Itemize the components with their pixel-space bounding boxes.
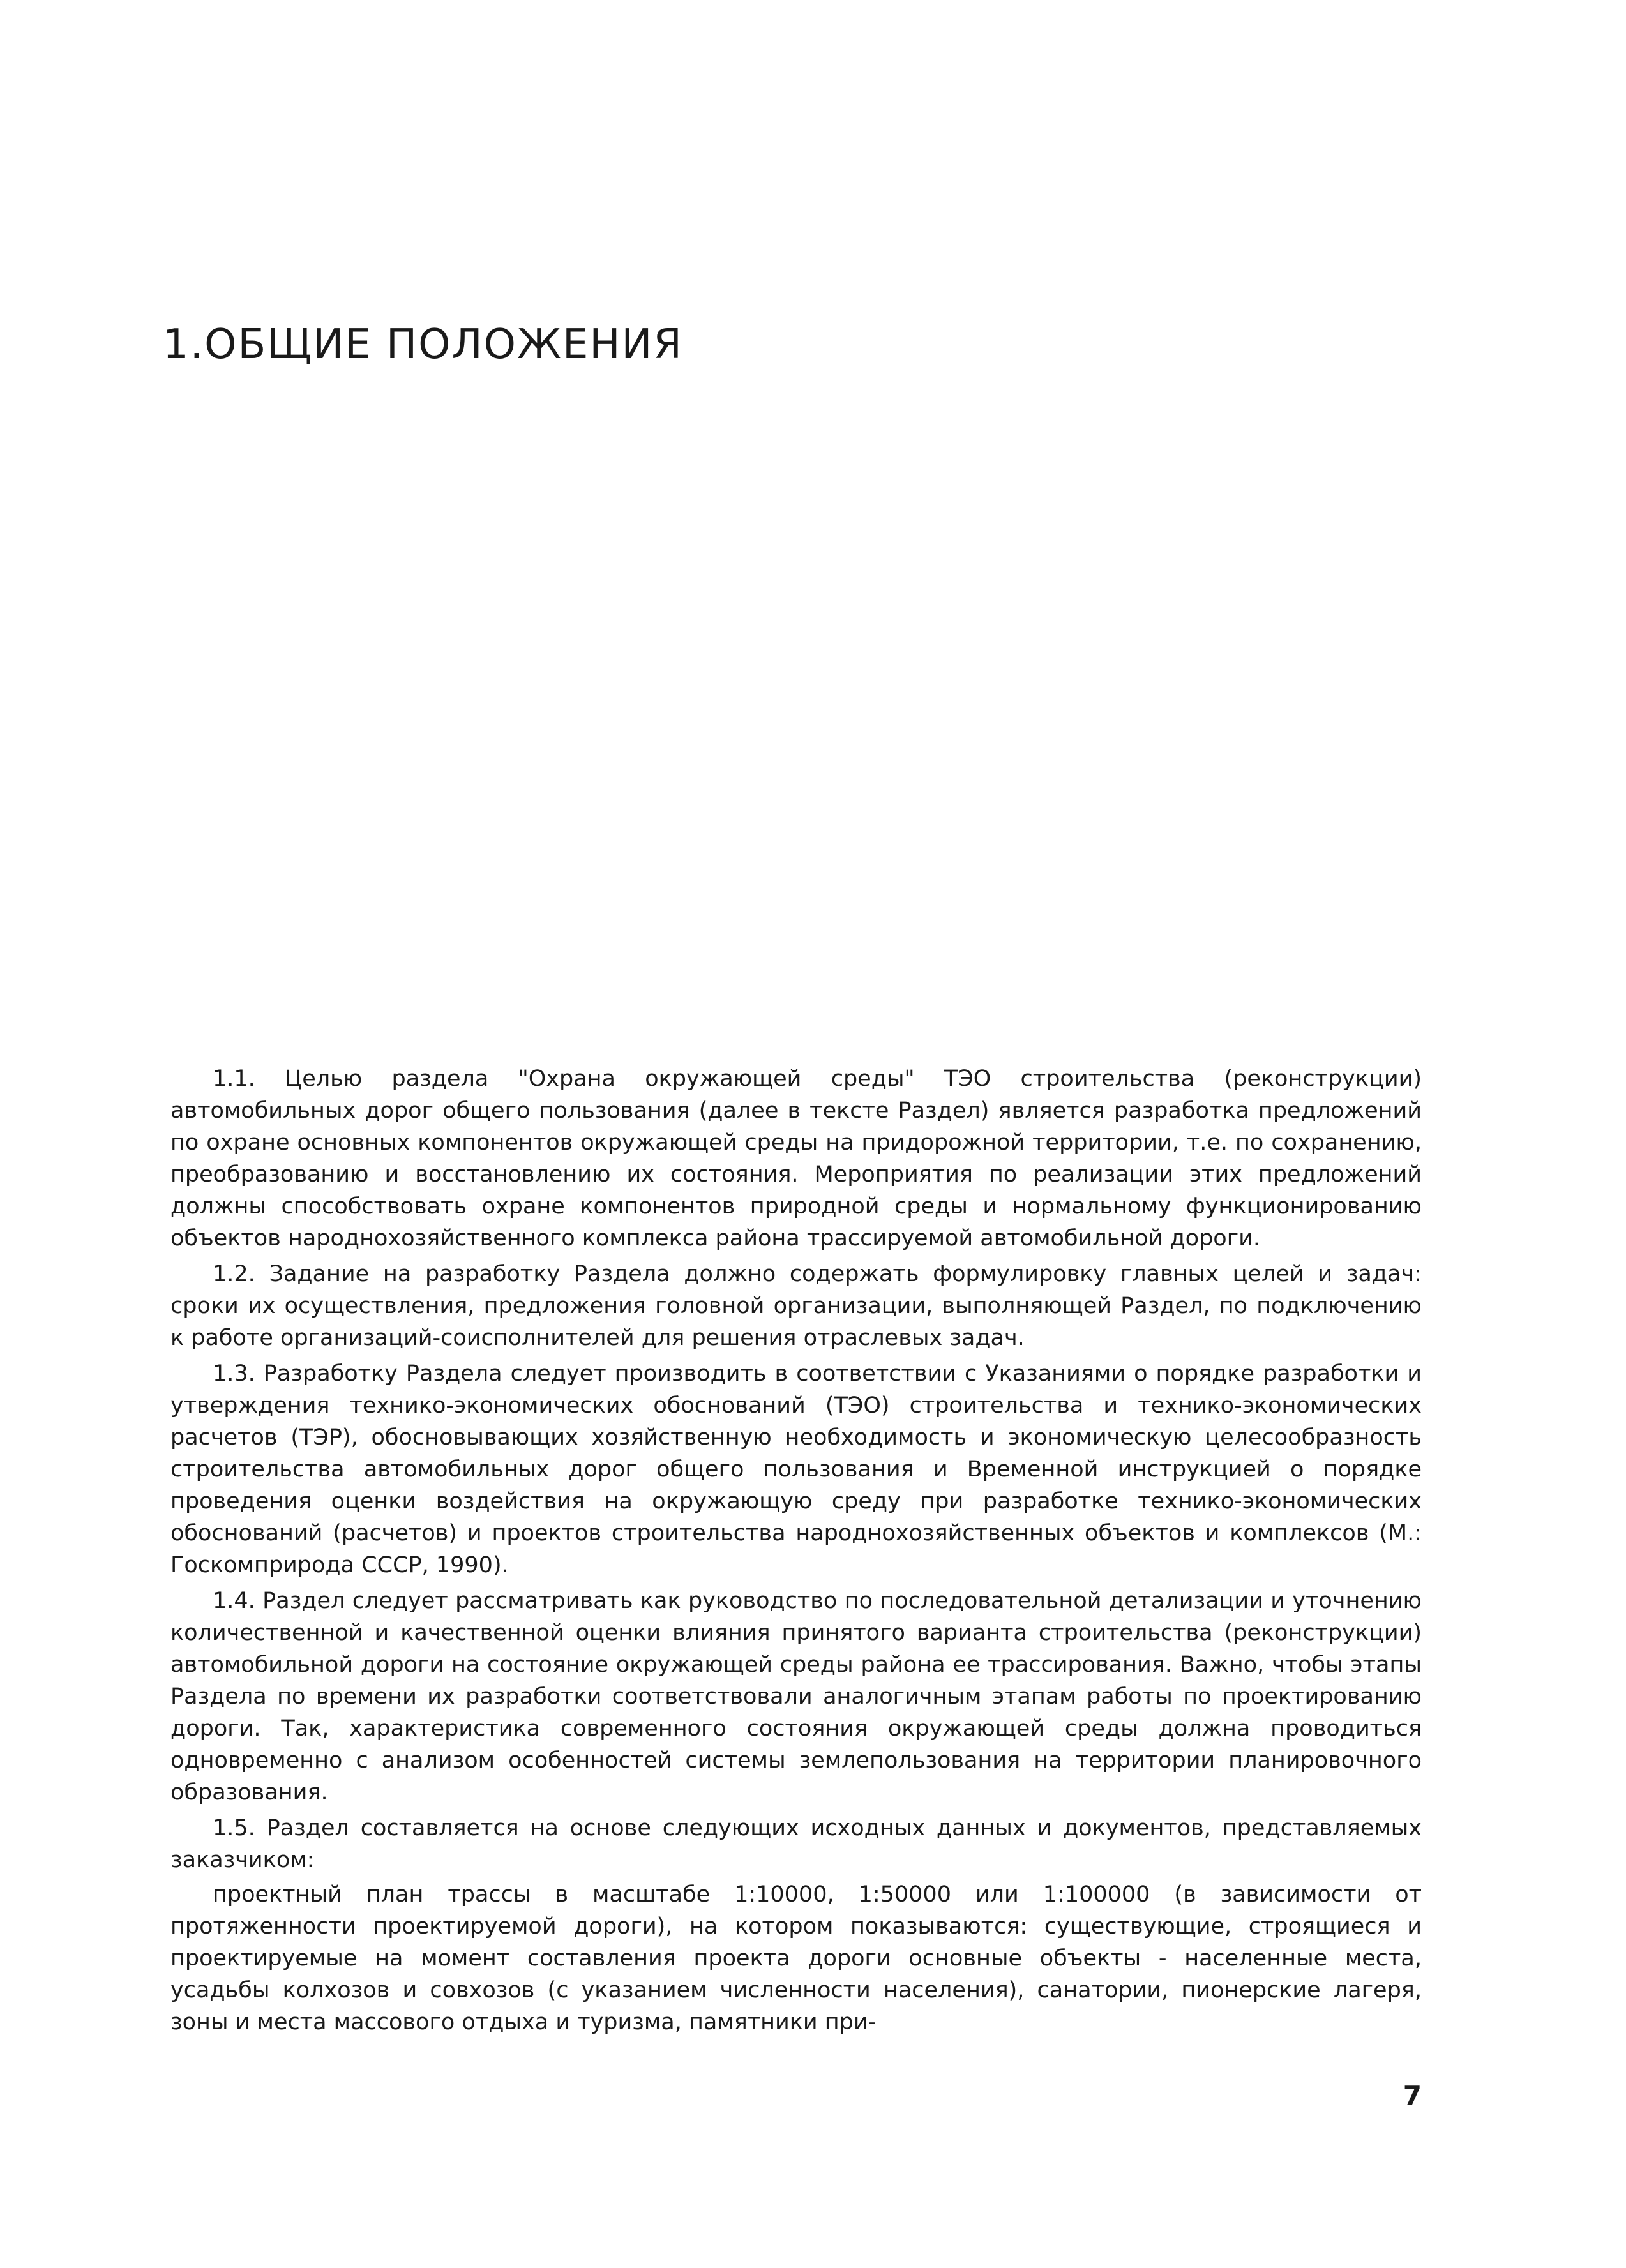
paragraph-1-5: 1.5. Раздел составляется на основе следующих исходных данных и документов, представляемых заказчиком: [170,1815,1422,1873]
paragraph-1-4: 1.4. Раздел следует рассматривать как руководство по последовательной детализации и уточнению количественной и качественной оценки влияния принятого варианта строительства (реконструкции) автомобильной дороги на состояние окружающей среды района ее трассирования. Важно, чтобы этапы Раздела по времени их разработки соответствовали аналогичным этапам работы по проектированию дороги. Так, характеристика современного состояния окружающей среды должна проводиться одновременно с анализом особенностей системы землепользования на территории планировочного образования. [170,1588,1422,1805]
paragraph-1-1: 1.1. Целью раздела "Охрана окружающей среды" ТЭО строительства (реконструкции) автомобильных дорог общего пользования (далее в тексте Раздел) является разработка предложений по охране основных компонентов окружающей среды на придорожной территории, т.е. по сохранению, преобразованию и восстановлению их состояния. Мероприятия по реализации этих предложений должны способствовать охране компонентов природной среды и нормальному функционированию объектов народнохозяйственного комплекса района трассируемой автомобильной дороги. [170,1066,1422,1251]
section-heading: 1.ОБЩИЕ ПОЛОЖЕНИЯ [163,321,683,368]
paragraph-1-3: 1.3. Разработку Раздела следует производить в соответствии с Указаниями о порядке разработки и утверждения технико-экономических обоснований (ТЭО) строительства и технико-экономических расчетов (ТЭР), обосновывающих хозяйственную необходимость и экономическую целесообразность строительства автомобильных дорог общего пользования и Временной инструкцией о порядке проведения оценки воздействия на окружающую среду при разработке технико-экономических обоснований (расчетов) и проектов строительства народнохозяйственных объектов и комплексов (М.: Госкомприрода СССР, 1990). [170,1361,1422,1578]
body-text [170,1063,1422,2041]
paragraph-plan-description: проектный план трассы в масштабе 1:10000, 1:50000 или 1:100000 (в зависимости от протяженности проектируемой дороги), на котором показываются: существующие, строящиеся и проектируемые на момент составления проекта дороги основные объекты - населенные места, усадьбы колхозов и совхозов (с указанием численности населения), санатории, пионерские лагеря, зоны и места массового отдыха и туризма, памятники при- [170,1882,1422,2035]
paragraph-1-2: 1.2. Задание на разработку Раздела должно содержать формулировку главных целей и задач: сроки их осуществления, предложения головной организации, выполняющей Раздел, по подключению к работе организаций-соисполнителей для решения отраслевых задач. [170,1261,1422,1351]
page-number: 7 [1403,2080,1422,2112]
